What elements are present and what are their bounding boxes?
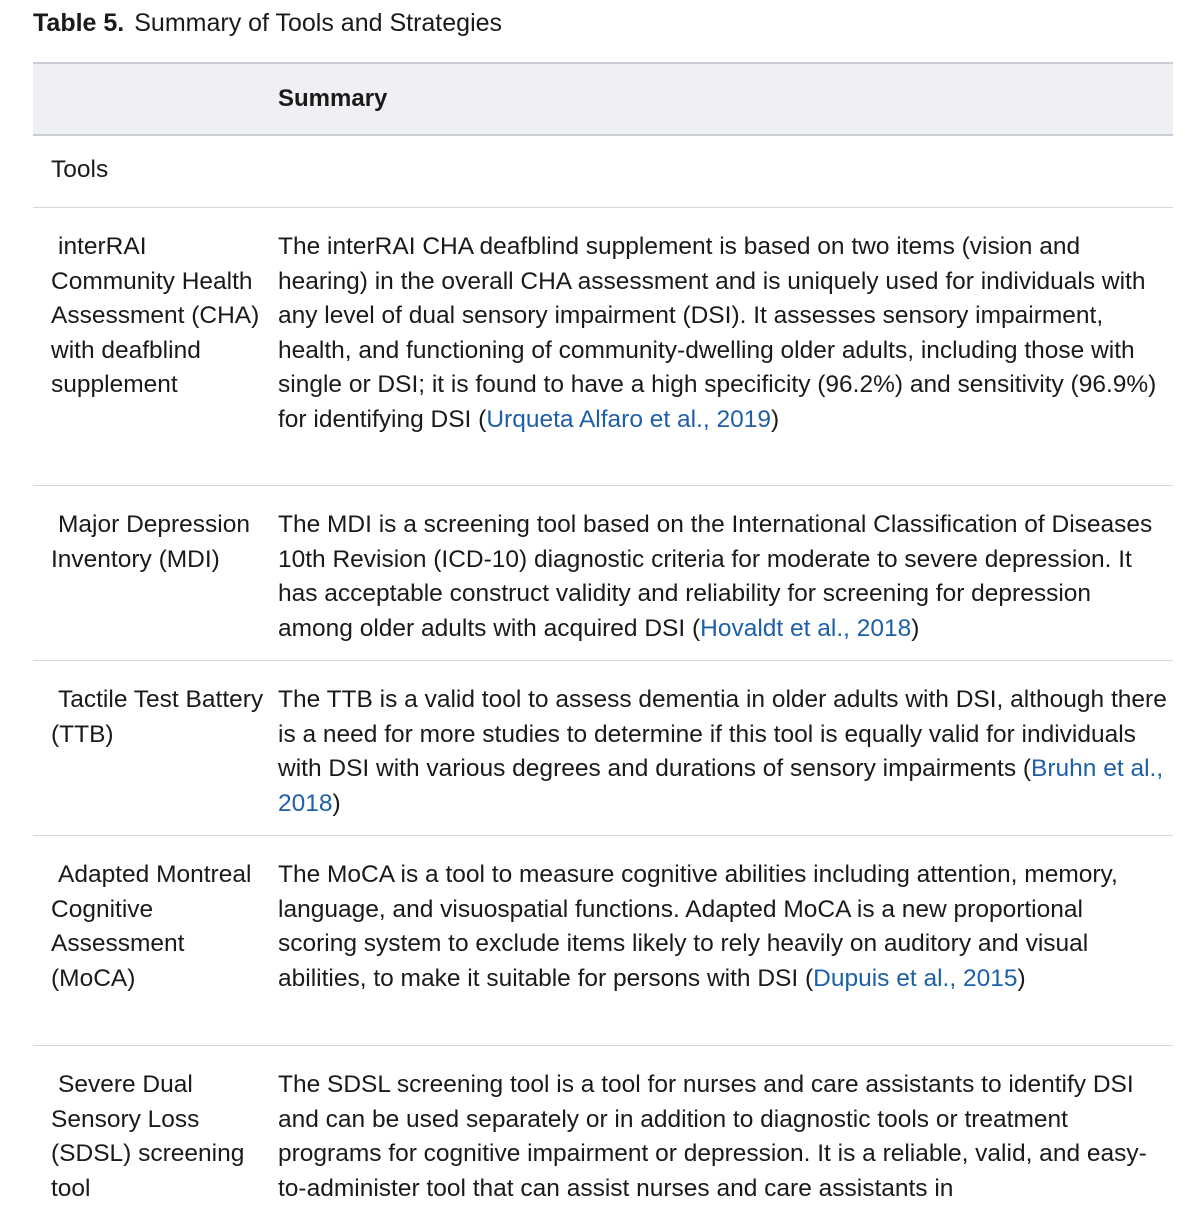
table-row (33, 836, 1173, 1046)
summary-close: ) (911, 614, 920, 642)
table-caption (33, 6, 502, 40)
tool-name-text: Adapted Montreal Cognitive Assessment (MoCA) (51, 861, 252, 992)
tool-name-text: interRAI Community Health Assessment (CHA) with deafblind supplement (51, 233, 260, 398)
tool-summary (278, 208, 1173, 485)
summary-text: The SDSL screening tool is a tool for nurses and care assistants to identify DSI and can be used separately or in addition to diagnostic tools or treatment programs for cognitive impairment or depression. It is a reliable, valid, and easy-to-administer tool that can assist nurses and care assistants in (278, 1071, 1147, 1202)
summary-text: The MoCA is a tool to measure cognitive abilities including attention, memory, language, and visuospatial functions. Adapted MoCA is a new proportional scoring system to exclude items likely to rely heavily on auditory and visual abilities, to make it suitable for persons with DSI ( (278, 861, 1118, 992)
table-row (33, 208, 1173, 486)
header-summary: Summary (278, 85, 388, 112)
table-row (33, 486, 1173, 661)
summary-text: The TTB is a valid tool to assess dementia in older adults with DSI, although there is a need for more studies to determine if this tool is equally valid for individuals with DSI with various degrees and durations of sensory impairments ( (278, 686, 1167, 782)
summary-text: The MDI is a screening tool based on the International Classification of Diseases 10th Revision (ICD-10) diagnostic criteria for moderate to severe depression. It has acceptable construct validity and reliability for screening for depression among older adults with acquired DSI ( (278, 511, 1153, 642)
tool-summary (278, 486, 1173, 660)
table-row (33, 661, 1173, 836)
tool-summary (278, 661, 1173, 835)
summary-close: ) (771, 405, 780, 433)
tool-name (33, 661, 278, 835)
section-label: Tools (51, 156, 109, 183)
summary-close: ) (1017, 964, 1026, 992)
citation-link[interactable]: Dupuis et al., 2015 (813, 964, 1018, 992)
tool-name-text: Severe Dual Sensory Loss (SDSL) screening tool (51, 1071, 245, 1202)
citation-link[interactable]: Urqueta Alfaro et al., 2019 (486, 405, 772, 433)
tool-summary (278, 836, 1173, 1045)
citation-link[interactable]: Hovaldt et al., 2018 (700, 614, 912, 642)
tool-name (33, 486, 278, 660)
tool-name (33, 836, 278, 1045)
tool-name-text: Major Depression Inventory (MDI) (51, 511, 250, 573)
tool-name (33, 208, 278, 485)
table-number: Table 5. (33, 9, 125, 37)
summary-text: The interRAI CHA deafblind supplement is based on two items (vision and hearing) in the overall CHA assessment and is uniquely used for individuals with any level of dual sensory impairment (DSI). It assesses sensory impairment, health, and functioning of community-dwelling older adults, including those with single or DSI; it is found to have a high specificity (96.2%) and sensitivity (96.9%) for identifying DSI ( (278, 233, 1157, 433)
table-header-row (33, 62, 1173, 136)
section-empty-cell (278, 136, 1173, 207)
tool-name-text: Tactile Test Battery (TTB) (51, 686, 264, 748)
table-title: Summary of Tools and Strategies (134, 9, 503, 37)
summary-close: ) (332, 789, 341, 817)
citation-link[interactable]: Bruhn et al., 2018 (278, 755, 1164, 817)
section-row-tools (33, 136, 1173, 208)
summary-table (33, 62, 1173, 1221)
